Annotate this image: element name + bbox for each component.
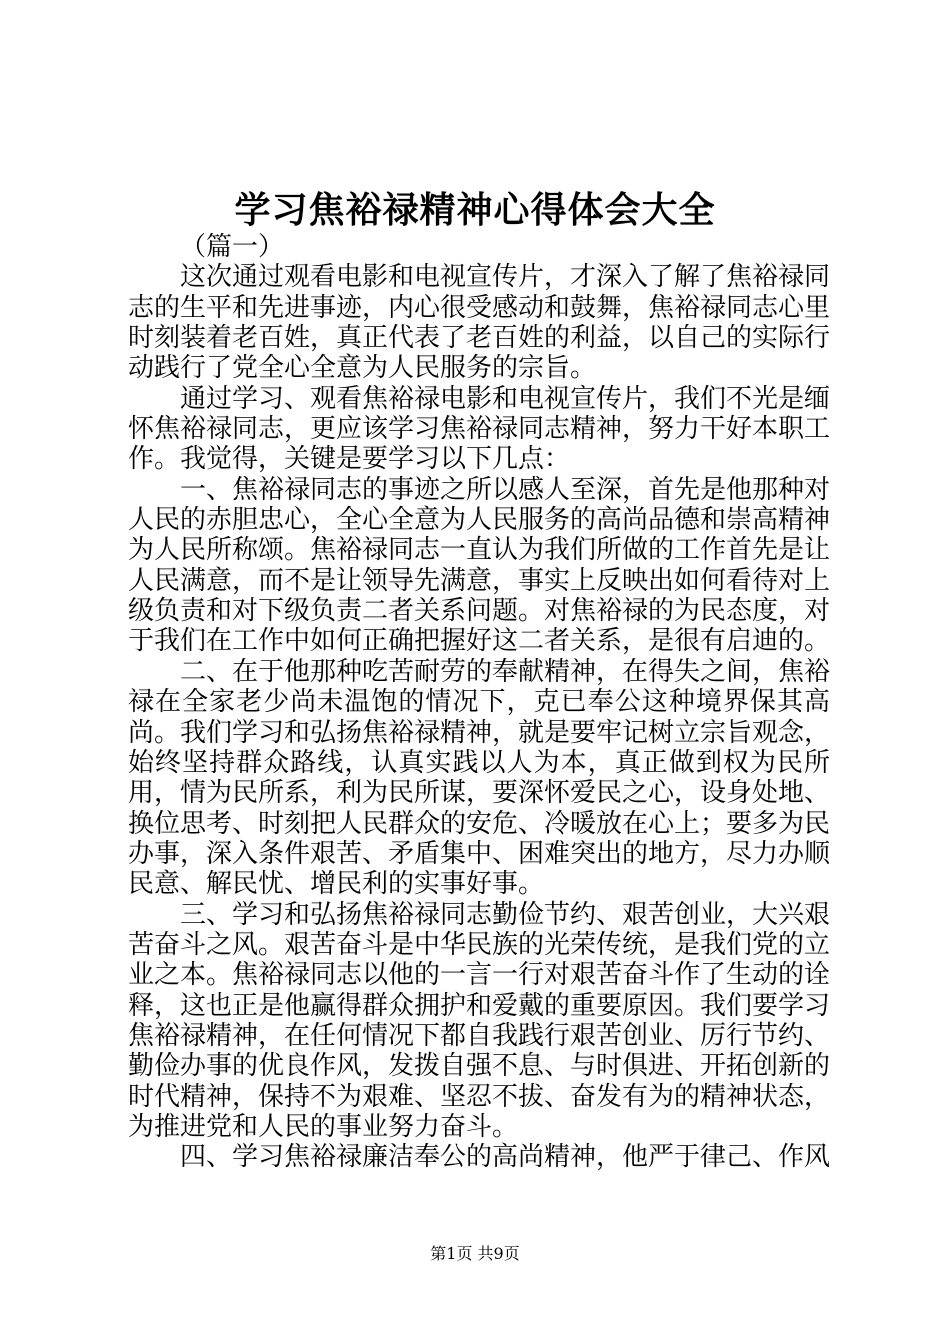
paragraph-4: 二、在于他那种吃苦耐劳的奉献精神，在得失之间，焦裕禄在全家老少尚未温饱的情况下，克已奉公这种境界保其高尚。我们学习和弘扬焦裕禄精神，就是要牢记树立宗旨观念，始终坚持群众路线，认真实践以人为本，真正做到权为民所用，情为民所系，利为民所谋，要深怀爱民之心，设身处地、换位思考、时刻把人民群众的安危、冷暖放在心上；要多为民办事，深入条件艰苦、矛盾集中、困难突出的地方，尽力办顺民意、解民忧、增民利的实事好事。 — [128, 656, 831, 900]
page-title: 学习焦裕禄精神心得体会大全 — [234, 189, 716, 231]
document-body — [128, 232, 830, 1173]
paragraph-2: 通过学习、观看焦裕禄电影和电视宣传片，我们不光是缅怀焦裕禄同志，更应该学习焦裕禄同志精神，努力干好本职工作。我觉得，关键是要学习以下几点： — [128, 383, 831, 475]
paragraph-3: 一、焦裕禄同志的事迹之所以感人至深，首先是他那种对人民的赤胆忠心，全心全意为人民服务的高尚品德和崇高精神为人民所称颂。焦裕禄同志一直认为我们所做的工作首先是让人民满意，而不是让领导先满意，事实上反映出如何看待对上级负责和对下级负责二者关系问题。对焦裕禄的为民态度，对于我们在工作中如何正确把握好这二者关系，是很有启迪的。 — [128, 474, 831, 657]
section-label: （篇一） — [180, 232, 285, 262]
paragraph-1: 这次通过观看电影和电视宣传片，才深入了解了焦裕禄同志的生平和先进事迹，内心很受感动和鼓舞，焦裕禄同志心里时刻装着老百姓，真正代表了老百姓的利益，以自己的实际行动践行了党全心全意为人民服务的宗旨。 — [128, 262, 831, 384]
paragraph-5: 三、学习和弘扬焦裕禄同志勤俭节约、艰苦创业，大兴艰苦奋斗之风。艰苦奋斗是中华民族的光荣传统，是我们党的立业之本。焦裕禄同志以他的一言一行对艰苦奋斗作了生动的诠释，这也正是他赢得群众拥护和爱戴的重要原因。我们要学习焦裕禄精神，在任何情况下都自我践行艰苦创业、厉行节约、勤俭办事的优良作风，发拨自强不息、与时俱进、开拓创新的时代精神，保持不为艰难、坚忍不拔、奋发有为的精神状态，为推进党和人民的事业努力奋斗。 — [128, 899, 831, 1142]
page-footer: 第1页 共9页 — [430, 1244, 520, 1263]
paragraph-6: 四、学习焦裕禄廉洁奉公的高尚精神，他严于律己、作风 — [180, 1142, 831, 1173]
